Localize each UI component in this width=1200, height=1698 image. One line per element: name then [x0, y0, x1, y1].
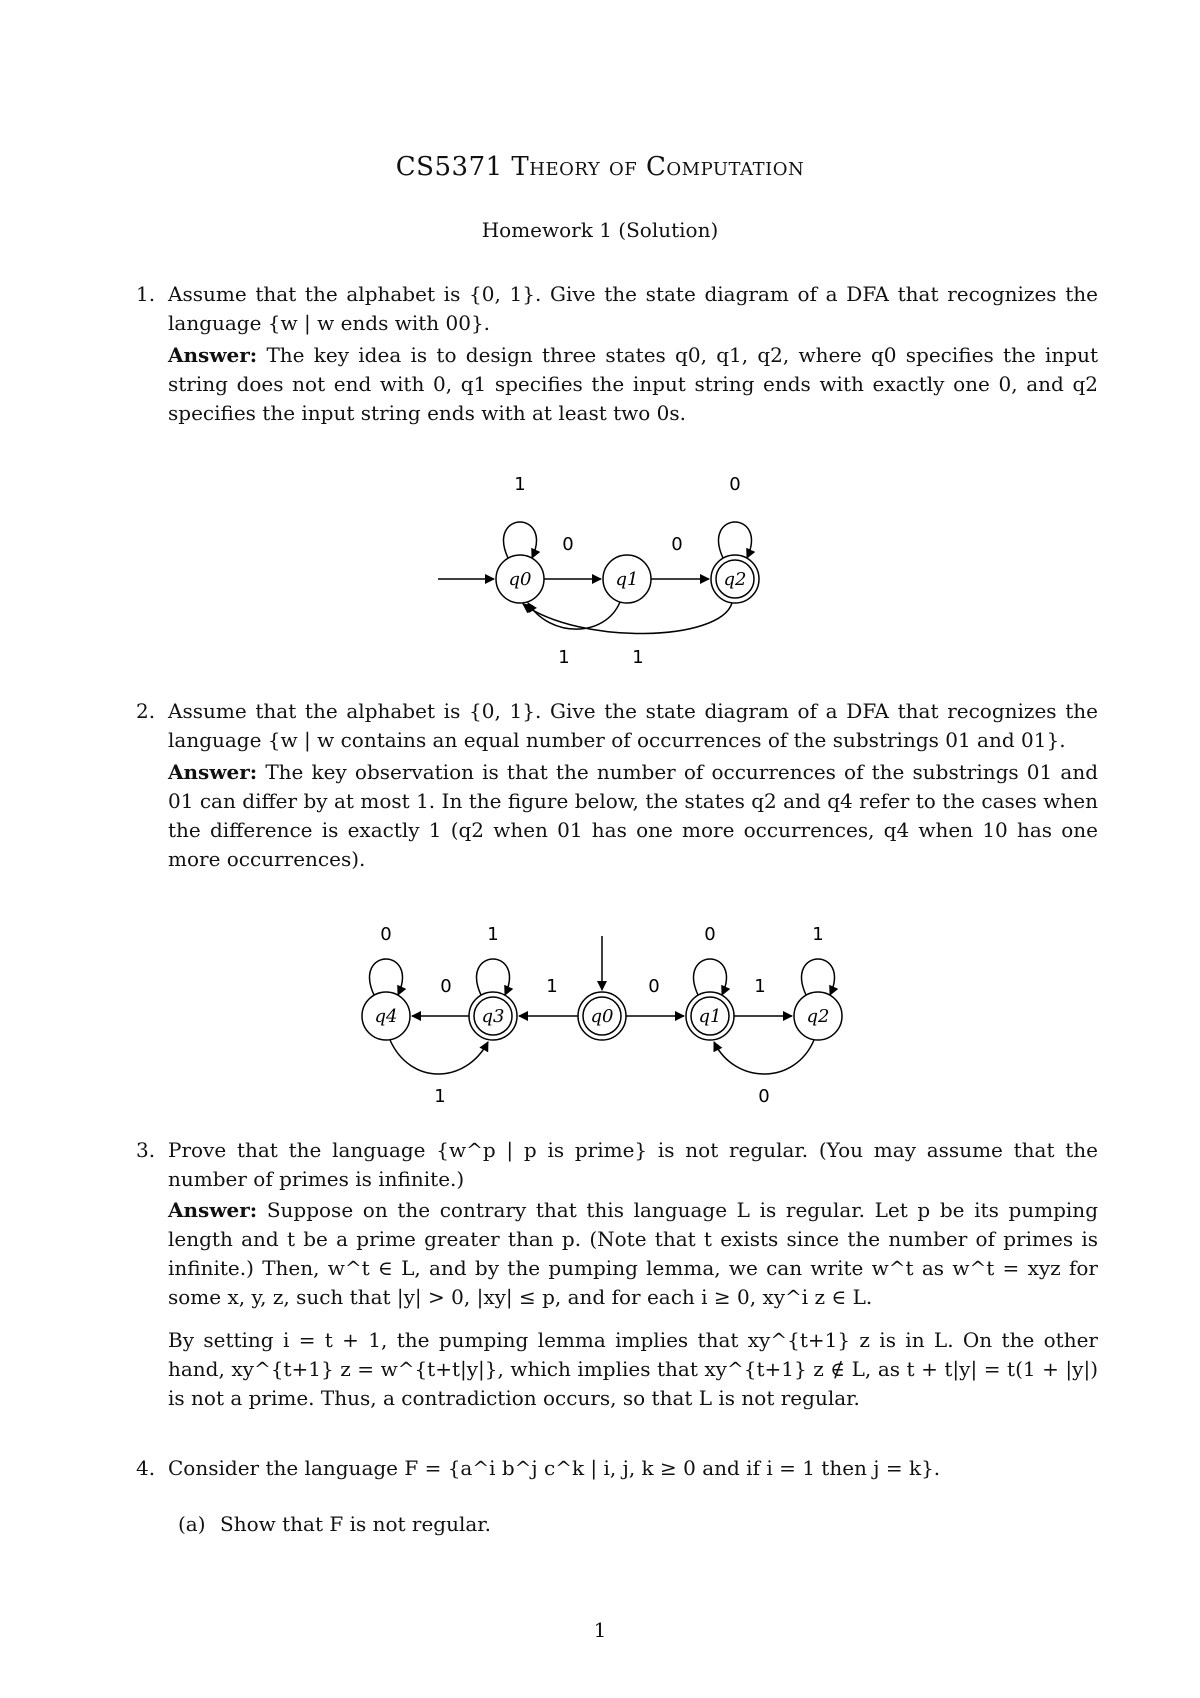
q3-question: Prove that the language {w^p | p is prime} is not regular. (You may assume that the number of primes is infinite.)	[168, 1138, 1098, 1191]
q1-number: 1.	[136, 282, 156, 306]
q1-label-q0: q0	[508, 569, 532, 590]
q2-label-q4-q3: 1	[434, 1086, 446, 1107]
q1-question: Assume that the alphabet is {0, 1}. Give the state diagram of a DFA that recognizes the language {w | w ends with 00}.	[168, 282, 1098, 335]
q4-part-a-text: Show that F is not regular.	[220, 1512, 492, 1536]
q1-label-q2-q0: 1	[632, 647, 644, 668]
q2-label-q0: q0	[590, 1006, 614, 1027]
q1-loop-q2	[719, 522, 752, 558]
q2-answer-text: The key observation is that the number of occurrences of the substrings 01 and 01 can differ by at most 1. In the figure below, the states q2 and q4 refer to the cases when the difference is exactly 1 (q2 when 01 has one more occurrences, q4 when 10 has one more occurrences).	[168, 760, 1098, 871]
q1-label-q1-q2: 0	[671, 534, 683, 555]
q1-edge-q2-q0	[523, 603, 732, 634]
q1-label-q1-q0: 1	[558, 647, 570, 668]
q2-edge-q4-q3	[390, 1040, 488, 1074]
q1-state-diagram	[420, 470, 780, 670]
q3-number: 3.	[136, 1138, 156, 1162]
q2-label-loop-q1: 0	[704, 924, 716, 945]
page-title: CS5371 Theory of Computation	[395, 152, 805, 182]
q2-answer-label: Answer:	[168, 760, 258, 784]
q1-answer	[168, 341, 1098, 428]
q2-label-q2: q2	[806, 1006, 830, 1027]
q3-answer-continued: By setting i = t + 1, the pumping lemma implies that xy^{t+1} z is in L. On the other hand, xy^{t+1} z = w^{t+t|y|}, which implies that xy^{t+1} z ∉ L, as t + t|y| = t(1 + |y|) is not a prime. Thus, a contradiction occurs, so that L is not regular.	[168, 1328, 1098, 1410]
q3-answer-label: Answer:	[168, 1198, 258, 1222]
q2-question: Assume that the alphabet is {0, 1}. Give the state diagram of a DFA that recognizes the language {w | w contains an equal number of occurrences of the substrings 01 and 01}.	[168, 699, 1098, 752]
q1-label-q0-q1: 0	[562, 534, 574, 555]
q2-loop-q4	[370, 959, 403, 995]
q4-number: 4.	[136, 1456, 156, 1480]
q2-loop-q1	[694, 959, 727, 995]
q2-label-q3: q3	[481, 1006, 505, 1027]
q1-label-q2: q2	[723, 569, 747, 590]
q2-label-q1-q2: 1	[754, 976, 766, 997]
q2-loop-q3	[477, 959, 510, 995]
q1-label-loop-q0: 1	[514, 474, 526, 495]
q2-label-q1: q1	[698, 1006, 722, 1027]
q1-answer-label: Answer:	[168, 343, 258, 367]
page-number: 1	[593, 1618, 607, 1642]
q2-answer	[168, 758, 1098, 874]
q2-label-q0-q1: 0	[648, 976, 660, 997]
q1-label-loop-q2: 0	[729, 474, 741, 495]
q3-answer-text: Suppose on the contrary that this language L is regular. Let p be its pumping length and t be a prime greater than p. (Note that t exists since the number of primes is infinite.) Then, w^t ∈ L, and by the pumping lemma, we can write w^t as w^t = xyz for some x, y, z, such that |y| > 0, |xy| ≤ p, and for each i ≥ 0, xy^i z ∈ L.	[168, 1198, 1098, 1309]
q2-state-diagram	[340, 900, 880, 1110]
q2-loop-q2	[802, 959, 835, 995]
q2-edge-q2-q1	[714, 1040, 814, 1074]
q2-label-loop-q3: 1	[487, 924, 499, 945]
q2-label-loop-q2: 1	[812, 924, 824, 945]
page-subtitle: Homework 1 (Solution)	[481, 218, 719, 242]
q4-part-a-label: (a)	[178, 1512, 206, 1536]
q2-label-q2-q1: 0	[758, 1086, 770, 1107]
q1-label-q1: q1	[615, 569, 639, 590]
q1-answer-text: The key idea is to design three states q0, q1, q2, where q0 specifies the input string does not end with 0, q1 specifies the input string ends with exactly one 0, and q2 specifies the input string ends with at least two 0s.	[168, 343, 1099, 425]
q1-loop-q0	[504, 522, 537, 558]
q2-label-loop-q4: 0	[380, 924, 392, 945]
q2-number: 2.	[136, 699, 156, 723]
q4-question: Consider the language F = {a^i b^j c^k | i, j, k ≥ 0 and if i = 1 then j = k}.	[168, 1456, 941, 1480]
q2-label-q4: q4	[374, 1006, 398, 1027]
q2-label-q3-q4: 0	[440, 976, 452, 997]
q2-label-q0-q3: 1	[546, 976, 558, 997]
q3-answer	[168, 1196, 1098, 1312]
